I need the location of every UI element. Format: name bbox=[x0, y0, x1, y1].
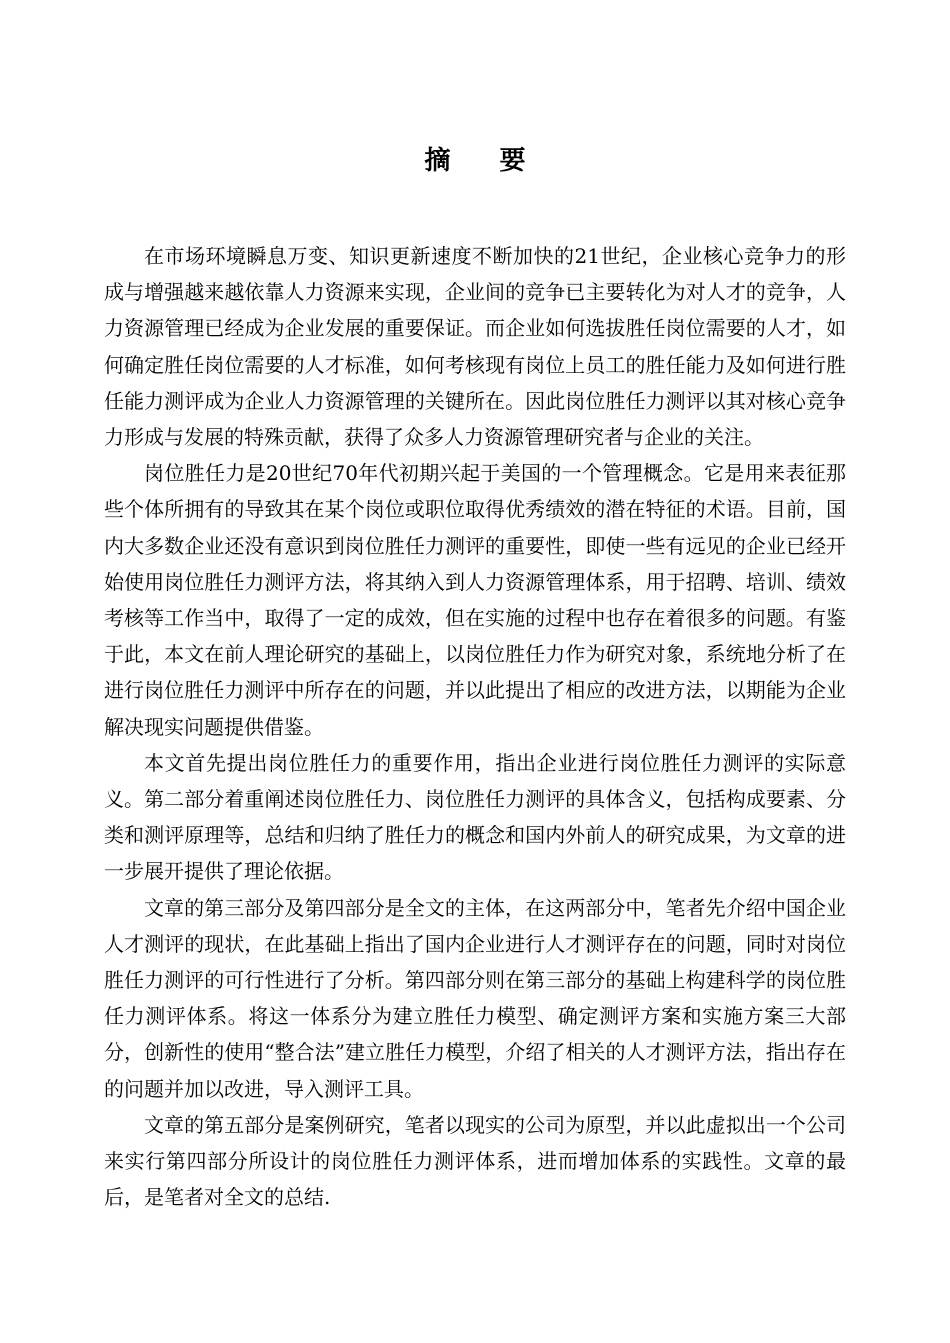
abstract-title: 摘 要 bbox=[424, 146, 546, 176]
abstract-body bbox=[104, 238, 846, 1215]
abstract-paragraph-1: 在市场环境瞬息万变、知识更新速度不断加快的21世纪，企业核心竞争力的形成与增强越来越依靠人力资源来实现，企业间的竞争已主要转化为对人才的竞争，人力资源管理已经成为企业发展的重要保证。而企业如何选拔胜任岗位需要的人才，如何确定胜任岗位需要的人才标准，如何考核现有岗位上员工的胜任能力及如何进行胜任能力测评成为企业人力资源管理的关键所在。因此岗位胜任力测评以其对核心竞争力形成与发展的特殊贡献，获得了众多人力资源管理研究者与企业的关注。 bbox=[104, 244, 846, 450]
abstract-paragraph-2: 岗位胜任力是20世纪70年代初期兴起于美国的一个管理概念。它是用来表征那些个体所拥有的导致其在某个岗位或职位取得优秀绩效的潜在特征的术语。目前，国内大多数企业还没有意识到岗位胜任力测评的重要性，即使一些有远见的企业已经开始使用岗位胜任力测评方法，将其纳入到人力资源管理体系，用于招聘、培训、绩效考核等工作当中，取得了一定的成效，但在实施的过程中也存在着很多的问题。有鉴于此，本文在前人理论研究的基础上，以岗位胜任力作为研究对象，系统地分析了在进行岗位胜任力测评中所存在的问题，并以此提出了相应的改进方法，以期能为企业解决现实问题提供借鉴。 bbox=[104, 461, 846, 739]
abstract-paragraph-4: 文章的第三部分及第四部分是全文的主体，在这两部分中，笔者先介绍中国企业人才测评的现状，在此基础上指出了国内企业进行人才测评存在的问题，同时对岗位胜任力测评的可行性进行了分析。第四部分则在第三部分的基础上构建科学的岗位胜任力测评体系。将这一体系分为建立胜任力模型、确定测评方案和实施方案三大部分，创新性的使用“整合法”建立胜任力模型，介绍了相关的人才测评方法，指出存在的问题并加以改进，导入测评工具。 bbox=[104, 895, 846, 1101]
abstract-paragraph-5: 文章的第五部分是案例研究，笔者以现实的公司为原型，并以此虚拟出一个公司来实行第四部分所设计的岗位胜任力测评体系，进而增加体系的实践性。文章的最后，是笔者对全文的总结. bbox=[104, 1112, 846, 1210]
abstract-paragraph-3: 本文首先提出岗位胜任力的重要作用，指出企业进行岗位胜任力测评的实际意义。第二部分着重阐述岗位胜任力、岗位胜任力测评的具体含义，包括构成要素、分类和测评原理等，总结和归纳了胜任力的概念和国内外前人的研究成果，为文章的进一步展开提供了理论依据。 bbox=[104, 750, 846, 884]
